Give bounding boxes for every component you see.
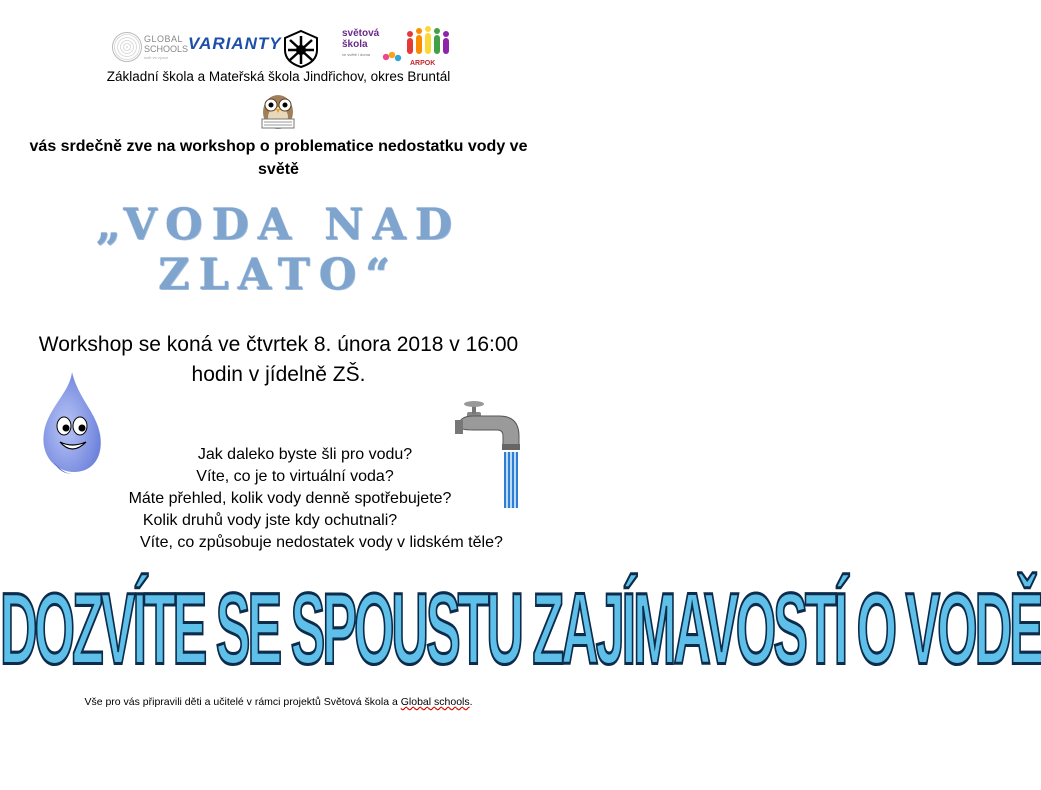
event-details-line: Workshop se koná ve čtvrtek 8. února 2018 v 16:00 [38, 333, 519, 356]
event-title-line2: ZLATO“ [158, 250, 399, 300]
question-line: Víte, co je to virtuální voda? [196, 468, 394, 485]
headline-banner-text: DOZVÍTE SE SPOUSTU ZAJÍMAVOSTÍ O VODĚ [0, 573, 1041, 688]
globe-icon [112, 32, 142, 62]
question-line: Víte, co způsobuje nedostatek vody v lidském těle? [140, 534, 503, 551]
question-line: Kolik druhů vody jste kdy ochutnali? [142, 512, 398, 529]
varianty-logo: VARIANTY [188, 34, 282, 53]
shield-emblem-icon [284, 30, 318, 68]
people-figures-icon [404, 26, 452, 60]
questions-list [100, 444, 503, 554]
footer-text: . [469, 696, 473, 708]
school-name: Základní škola a Mateřská škola Jindřichov, okres Bruntál [106, 69, 451, 84]
question-line: Jak daleko byste šli pro vodu? [197, 446, 413, 463]
logo-text: SCHOOLS [144, 44, 189, 54]
event-title-line1: „VODA NAD [95, 200, 462, 250]
logo-text: světová [342, 28, 380, 39]
logo-text: ve světě i doma [342, 52, 371, 57]
event-details-line: hodin v jídelně ZŠ. [191, 363, 366, 386]
logo-text: svět ve výuce [144, 55, 169, 60]
water-drop-character-icon [30, 370, 110, 480]
question-line: Máte přehled, kolik vody denně spotřebujete? [128, 490, 452, 507]
invitation-line: vás srdečně zve na workshop o problematice nedostatku vody ve [29, 138, 528, 155]
svetova-skola-logo [342, 28, 402, 72]
headline-banner [0, 572, 1041, 688]
owl-mascot-icon [258, 91, 298, 131]
logo-text: ARPOK [410, 60, 436, 67]
arpok-logo [404, 26, 452, 70]
footer-text: Vše pro vás připravili děti a učitelé v rámci projektů Světová škola a [84, 696, 401, 708]
dots-icon [382, 50, 402, 64]
logo-text: škola [342, 39, 368, 50]
partner-logos [0, 14, 557, 70]
invitation-line: světě [258, 161, 299, 178]
invitation-text [0, 135, 557, 181]
logo-text: GLOBAL [144, 34, 184, 44]
footer-project-name: Global schools [400, 696, 470, 708]
footer-credits [0, 696, 557, 708]
global-schools-logo [112, 26, 189, 66]
